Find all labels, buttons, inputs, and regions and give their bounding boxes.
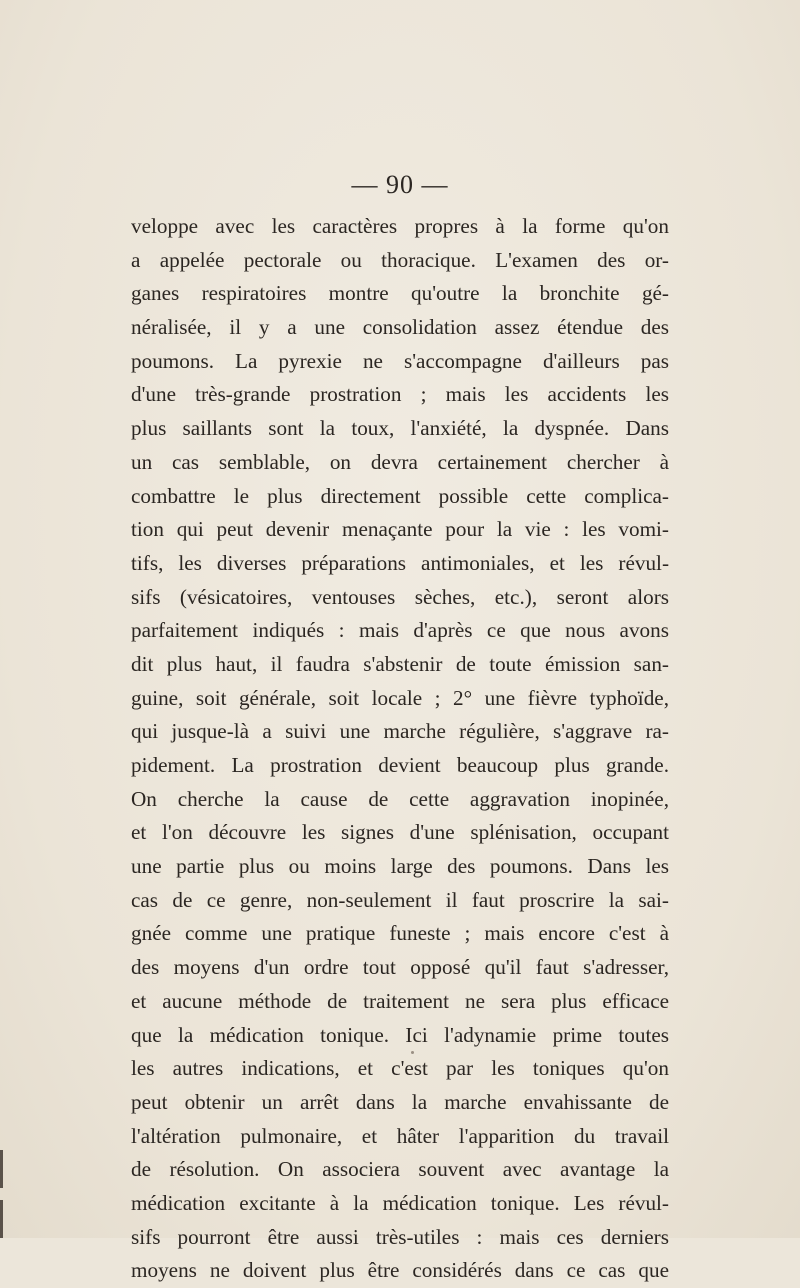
text-line: a appelée pectorale ou thoracique. L'examen des or- xyxy=(131,247,669,272)
text-line: cas de ce genre, non-seulement il faut proscrire la sai- xyxy=(131,887,669,912)
text-line: parfaitement indiqués : mais d'après ce que nous avons xyxy=(131,618,669,643)
text-line: gnée comme une pratique funeste ; mais encore c'est à xyxy=(131,921,669,946)
text-line: qui jusque-là a suivi une marche régulière, s'aggrave ra- xyxy=(131,719,669,744)
body-text xyxy=(131,210,669,1288)
text-line: poumons. La pyrexie ne s'accompagne d'ailleurs pas xyxy=(131,348,669,373)
text-line: combattre le plus directement possible cette complica- xyxy=(131,483,669,508)
text-line: dit plus haut, il faudra s'abstenir de toute émission san- xyxy=(131,651,669,676)
text-line: d'une très-grande prostration ; mais les accidents les xyxy=(131,382,669,407)
text-line: médication excitante à la médication tonique. Les révul- xyxy=(131,1190,669,1215)
text-line: et aucune méthode de traitement ne sera plus efficace xyxy=(131,988,669,1013)
text-line: moyens ne doivent plus être considérés dans ce cas que xyxy=(131,1258,669,1283)
text-line: plus saillants sont la toux, l'anxiété, la dyspnée. Dans xyxy=(131,416,669,441)
page-edge-shadow xyxy=(0,1150,3,1188)
text-line: sifs pourront être aussi très-utiles : mais ces derniers xyxy=(131,1224,669,1249)
text-line: des moyens d'un ordre tout opposé qu'il faut s'adresser, xyxy=(131,955,669,980)
text-line: veloppe avec les caractères propres à la forme qu'on xyxy=(131,214,669,238)
text-line: guine, soit générale, soit locale ; 2° une fièvre typhoïde, xyxy=(131,685,669,710)
text-line: une partie plus ou moins large des poumons. Dans les xyxy=(131,854,669,879)
page-edge-shadow xyxy=(0,1200,3,1238)
text-line: ganes respiratoires montre qu'outre la bronchite gé- xyxy=(131,281,669,306)
text-line: On cherche la cause de cette aggravation inopinée, xyxy=(131,786,669,811)
text-line: tion qui peut devenir menaçante pour la vie : les vomi- xyxy=(131,517,669,542)
text-line: les autres indications, et c'est par les toniques qu'on xyxy=(131,1056,669,1081)
page-number: — 90 — xyxy=(351,170,449,199)
text-line: peut obtenir un arrêt dans la marche envahissante de xyxy=(131,1089,669,1114)
text-line: l'altération pulmonaire, et hâter l'apparition du travail xyxy=(131,1123,669,1148)
text-line: un cas semblable, on devra certainement chercher à xyxy=(131,449,669,474)
text-line: pidement. La prostration devient beaucoup plus grande. xyxy=(131,753,669,777)
text-line: que la médication tonique. Ici l'adynamie prime toutes xyxy=(131,1022,669,1047)
text-line: néralisée, il y a une consolidation assez étendue des xyxy=(131,315,669,340)
text-line: sifs (vésicatoires, ventouses sèches, etc.), seront alors xyxy=(131,584,669,609)
text-line: tifs, les diverses préparations antimoniales, et les révul- xyxy=(131,550,669,575)
paper-speck xyxy=(411,1051,414,1054)
text-line: de résolution. On associera souvent avec avantage la xyxy=(131,1157,669,1182)
text-line: et l'on découvre les signes d'une splénisation, occupant xyxy=(131,820,669,845)
